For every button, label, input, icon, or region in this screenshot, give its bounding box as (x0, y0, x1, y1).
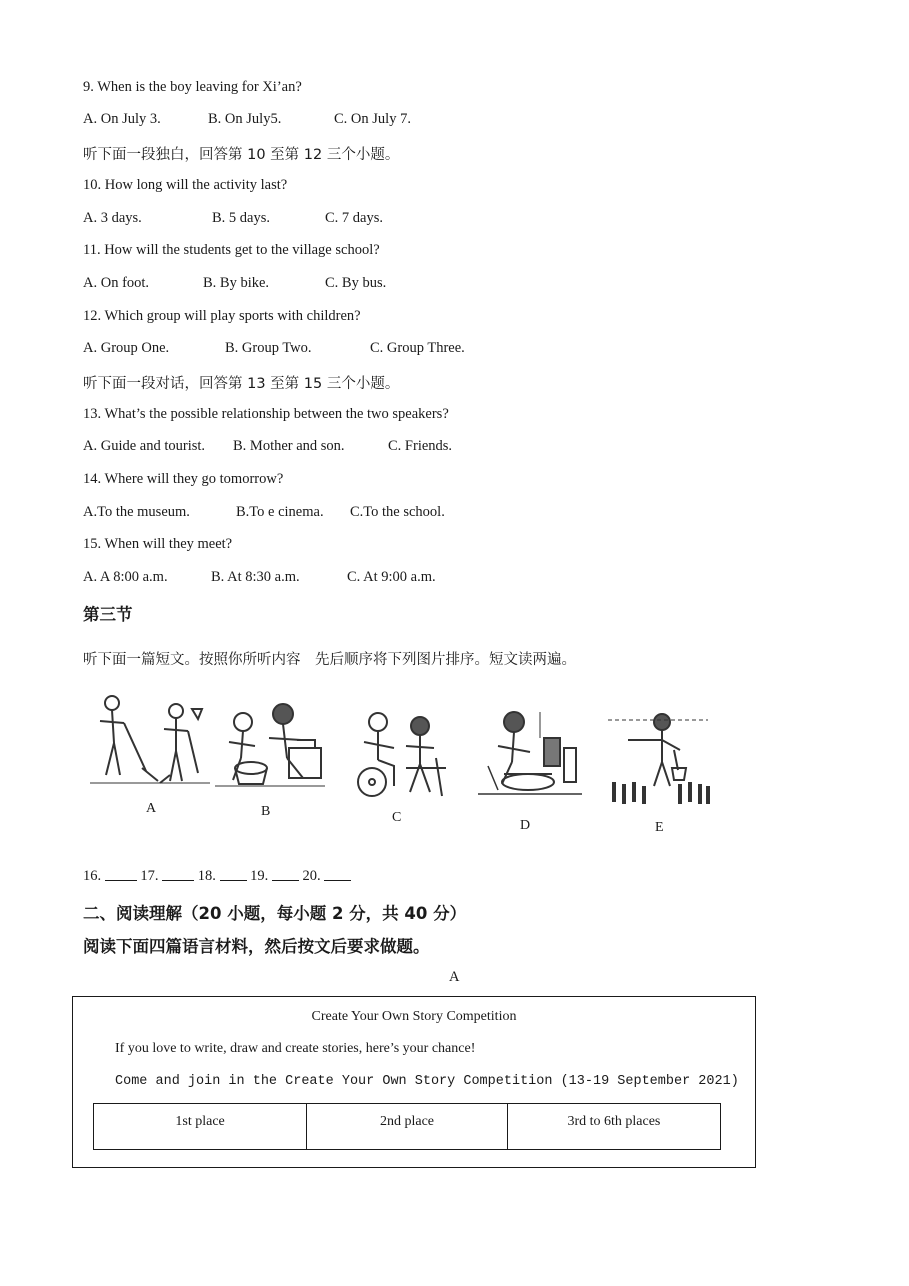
answer-line (83, 868, 351, 885)
competition-line-2: Come and join in the Create Your Own Story Competition (13-19 September 2021) (115, 1074, 739, 1089)
option-b: B. Group Two. (225, 340, 312, 356)
option-b: B. Mother and son. (233, 438, 345, 454)
question-10-options (83, 210, 383, 227)
answer-blank-16[interactable] (105, 868, 137, 881)
question-11-options (83, 275, 386, 292)
option-b: B. 5 days. (212, 210, 270, 226)
question-12-options (83, 340, 465, 357)
answer-label-17: 17. (140, 868, 159, 884)
option-c: C. 7 days. (325, 210, 383, 226)
answer-label-20: 20. (302, 868, 321, 884)
picture-label-e: E (655, 820, 664, 835)
prize-cell-1st: 1st place (94, 1104, 307, 1150)
picture-label-d: D (520, 818, 531, 833)
planting-icon (608, 710, 712, 810)
option-b: B.To e cinema. (236, 504, 324, 520)
question-14-options (83, 504, 445, 521)
option-c: C. Friends. (388, 438, 453, 454)
section3-title: 第三节 (83, 605, 133, 624)
option-a: A. On July 3. (83, 111, 161, 127)
answer-label-19: 19. (250, 868, 269, 884)
question-9: 9. When is the boy leaving for Xi’an? (83, 79, 302, 95)
answer-blank-18[interactable] (220, 868, 247, 881)
picture-label-b: B (261, 804, 271, 819)
option-a: A. A 8:00 a.m. (83, 569, 168, 585)
option-a: A. 3 days. (83, 210, 142, 226)
option-a: A.To the museum. (83, 504, 190, 520)
section3-instruction: 听下面一篇短文。按照你所听内容 先后顺序将下列图片排序。短文读两遍。 (83, 652, 576, 668)
question-13-options (83, 438, 452, 455)
question-13: 13. What’s the possible relationship between the two speakers? (83, 406, 449, 422)
option-c: C.To the school. (350, 504, 445, 520)
competition-title: Create Your Own Story Competition (311, 1009, 517, 1024)
competition-line-1: If you love to write, draw and create stories, here’s your chance! (115, 1041, 476, 1056)
option-c: C. On July 7. (334, 111, 411, 127)
question-14: 14. Where will they go tomorrow? (83, 471, 284, 487)
question-15-options (83, 569, 436, 586)
picture-label-a: A (146, 801, 157, 816)
prize-table (93, 1103, 721, 1150)
question-11: 11. How will the students get to the village school? (83, 242, 380, 258)
elderly-care-icon (350, 708, 450, 800)
question-15: 15. When will they meet? (83, 536, 233, 552)
option-a: A. Group One. (83, 340, 170, 356)
question-10: 10. How long will the activity last? (83, 177, 288, 193)
reading-instruction: 阅读下面四篇语言材料，然后按文后要求做题。 (83, 937, 430, 956)
instruction-10-12: 听下面一段独白，回答第 10 至第 12 三个小题。 (83, 147, 400, 163)
option-c: C. By bus. (325, 275, 387, 291)
washing-icon (215, 700, 325, 790)
option-b: B. On July5. (208, 111, 282, 127)
option-a: A. On foot. (83, 275, 150, 291)
prize-cell-3rd-6th: 3rd to 6th places (507, 1104, 720, 1150)
answer-label-16: 16. (83, 868, 102, 884)
answer-blank-17[interactable] (162, 868, 194, 881)
competition-box (72, 996, 756, 1168)
answer-blank-19[interactable] (272, 868, 299, 881)
prize-cell-2nd: 2nd place (307, 1104, 508, 1150)
picture-label-c: C (392, 810, 402, 825)
question-9-options (83, 111, 411, 128)
option-a: A. Guide and tourist. (83, 438, 206, 454)
option-b: B. At 8:30 a.m. (211, 569, 300, 585)
passage-label: A (449, 969, 460, 985)
option-c: C. Group Three. (370, 340, 465, 356)
option-b: B. By bike. (203, 275, 270, 291)
reading-title: 二、阅读理解（20 小题，每小题 2 分，共 40 分） (83, 904, 467, 923)
answer-label-18: 18. (197, 868, 216, 884)
question-12: 12. Which group will play sports with children? (83, 308, 361, 324)
instruction-13-15: 听下面一段对话，回答第 13 至第 15 三个小题。 (83, 376, 400, 392)
answer-blank-20[interactable] (324, 868, 351, 881)
option-c: C. At 9:00 a.m. (347, 569, 436, 585)
cooking-icon (474, 708, 586, 800)
sweeping-icon (90, 693, 210, 788)
